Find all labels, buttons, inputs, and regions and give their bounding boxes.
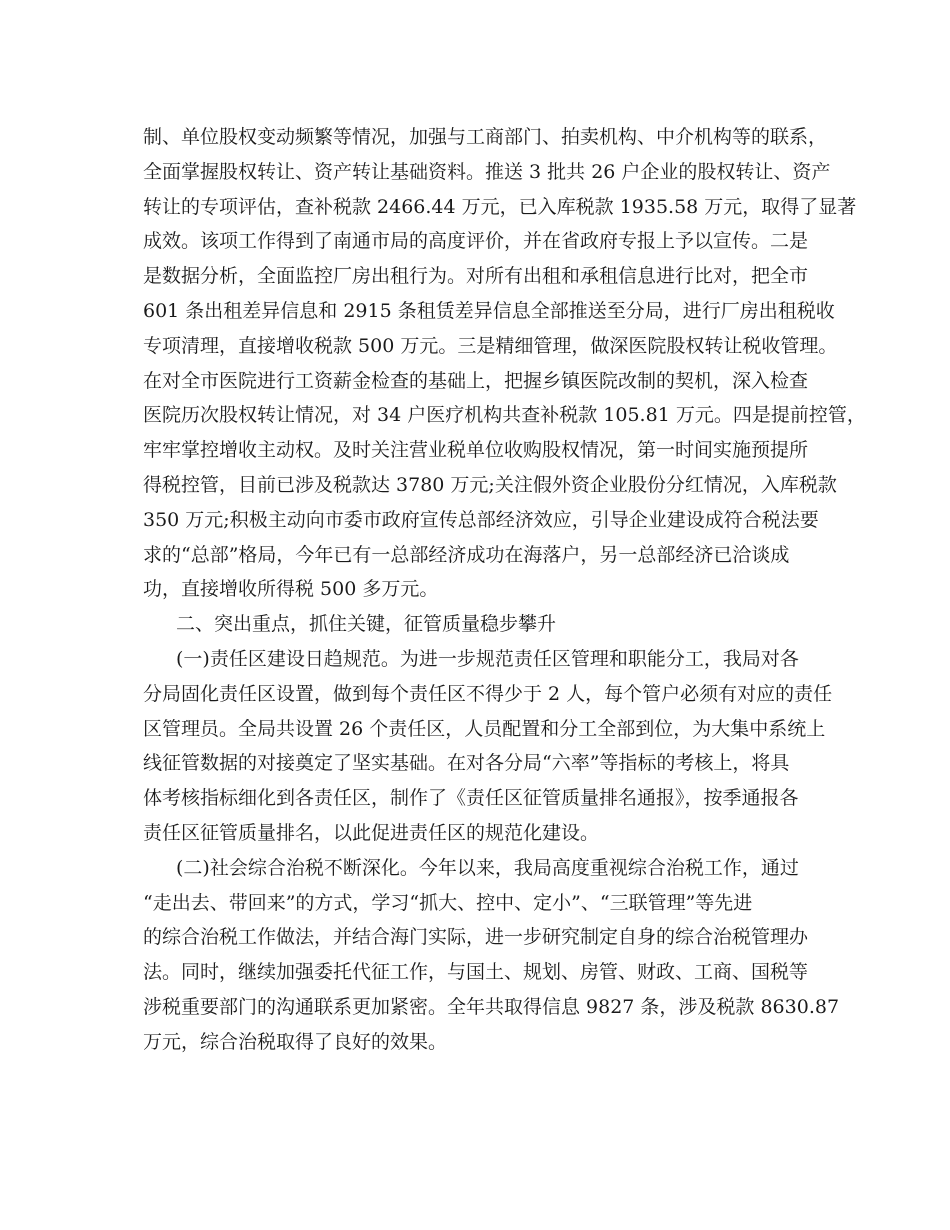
text-line: 线征管数据的对接奠定了坚实基础。在对各分局“六率”等指标的考核上，将具 (143, 752, 790, 775)
text-line: 在对全市医院进行工资薪金检查的基础上，把握乡镇医院改制的契机，深入检查 (143, 369, 809, 392)
text-line: “走出去、带回来”的方式，学习“抓大、控中、定小”、“三联管理”等先进 (143, 891, 753, 914)
text-line: 601 条出租差异信息和 2915 条租赁差异信息全部推送至分局，进行厂房出租税收 (143, 300, 835, 322)
text-line: 万元，综合治税取得了良好的效果。 (143, 1030, 448, 1053)
text-line: 是数据分析，全面监控厂房出租行为。对所有出租和承租信息进行比对，把全市 (143, 265, 809, 288)
text-line: 350 万元;积极主动向市委市政府宣传总部经济效应，引导企业建设成符合税法要 (143, 508, 819, 531)
text-line: 医院历次股权转让情况，对 34 户医疗机构共查补税款 105.81 万元。四是提前控管， (143, 404, 866, 427)
text-line: 功，直接增收所得税 500 多万元。 (143, 578, 439, 601)
text-line: 的综合治税工作做法，并结合海门实际，进一步研究制定自身的综合治税管理办 (143, 926, 809, 949)
text-line: 专项清理，直接增收税款 500 万元。三是精细管理，做深医院股权转让税收管理。 (143, 334, 838, 357)
text-line: 转让的专项评估，查补税款 2466.44 万元，已入库税款 1935.58 万元，取得了显著 (143, 195, 857, 218)
paragraph-start-line: (二)社会综合治税不断深化。今年以来，我局高度重视综合治税工作，通过 (176, 856, 799, 879)
text-line: 全面掌握股权转让、资产转让基础资料。推送 3 批共 26 户企业的股权转让、资产 (143, 160, 831, 183)
paragraph-start-line: 二、突出重点，抓住关键，征管质量稳步攀升 (176, 613, 557, 636)
text-line: 法。同时，继续加强委托代征工作，与国土、规划、房管、财政、工商、国税等 (143, 961, 809, 984)
text-line: 求的“总部”格局，今年已有一总部经济成功在海落户，另一总部经济已洽谈成 (143, 543, 790, 566)
text-line: 责任区征管质量排名，以此促进责任区的规范化建设。 (143, 822, 600, 844)
text-line: 牢牢掌控增收主动权。及时关注营业税单位收购股权情况，第一时间实施预提所 (143, 439, 809, 462)
text-line: 涉税重要部门的沟通联系更加紧密。全年共取得信息 9827 条，涉及税款 8630.87 (143, 996, 840, 1018)
text-line: 体考核指标细化到各责任区，制作了《责任区征管质量排名通报》，按季通报各 (143, 787, 799, 810)
text-line: 区管理员。全局共设置 26 个责任区，人员配置和分工全部到位，为大集中系统上 (143, 717, 826, 740)
text-line: 成效。该项工作得到了南通市局的高度评价，并在省政府专报上予以宣传。二是 (143, 230, 809, 253)
text-line: 分局固化责任区设置，做到每个责任区不得少于 2 人，每个管户必须有对应的责任 (143, 682, 833, 705)
text-line: 得税控管，目前已涉及税款达 3780 万元;关注假外资企业股份分红情况，入库税款 (143, 474, 837, 496)
text-line: 制、单位股权变动频繁等情况，加强与工商部门、拍卖机构、中介机构等的联系， (143, 126, 828, 148)
paragraph-start-line: (一)责任区建设日趋规范。为进一步规范责任区管理和职能分工，我局对各 (176, 648, 799, 670)
